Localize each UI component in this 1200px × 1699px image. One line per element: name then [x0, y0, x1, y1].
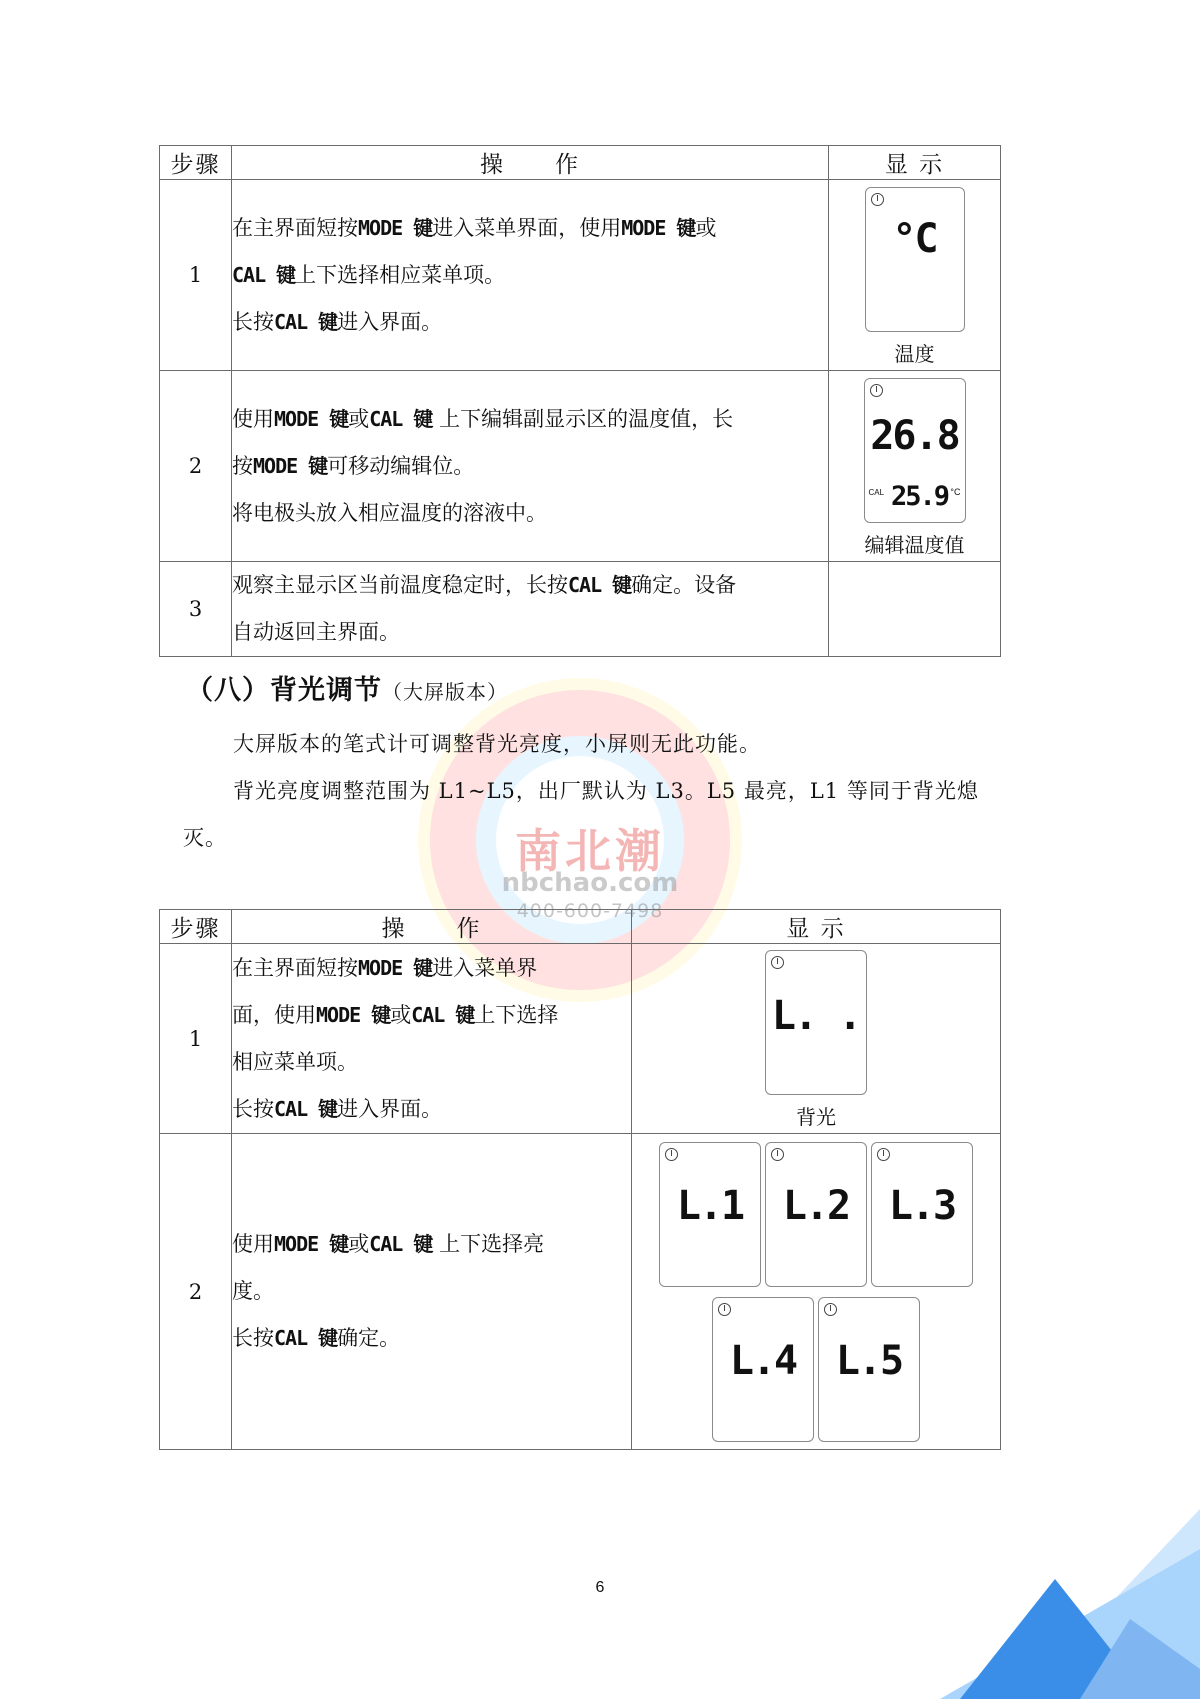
- operation-line: 使用MODE 键或CAL 键 上下编辑副显示区的温度值，长: [232, 406, 734, 431]
- watermark-brand: 南北潮: [515, 824, 665, 878]
- lcd-screen: [865, 187, 965, 332]
- lcd-sub-reading: 25.9: [890, 481, 949, 512]
- backlight-table: [159, 909, 1001, 1450]
- table-header-row: [160, 910, 1001, 944]
- step-operation: [232, 180, 829, 371]
- watermark-phone: 400-600-7498: [516, 900, 664, 922]
- operation-line: 将电极头放入相应温度的溶液中。: [232, 500, 547, 525]
- operation-line: 在主界面短按MODE 键进入菜单界面，使用MODE 键或: [232, 215, 717, 240]
- display-caption: 背光: [796, 1104, 836, 1129]
- operation-line: 相应菜单项。: [232, 1049, 358, 1074]
- operation-line: 使用MODE 键或CAL 键 上下选择亮: [232, 1232, 545, 1256]
- operation-line: 度。: [232, 1279, 274, 1303]
- power-icon: [718, 1303, 731, 1316]
- step-operation: [232, 371, 829, 562]
- step-display: [632, 944, 1001, 1134]
- header-display: 显 示: [632, 910, 1001, 944]
- operation-line: 长按CAL 键进入界面。: [232, 1096, 443, 1121]
- lcd-screen: [864, 378, 966, 523]
- operation-line: 观察主显示区当前温度稳定时，长按CAL 键确定。设备: [232, 573, 737, 597]
- table-row: [160, 180, 1001, 371]
- lcd-screen: [659, 1142, 761, 1287]
- lcd-screen: [765, 950, 867, 1095]
- table-row: [160, 562, 1001, 657]
- step-display: [829, 371, 1001, 562]
- step-number: 3: [160, 562, 232, 657]
- step-number: 1: [160, 180, 232, 371]
- header-operation: 操 作: [232, 146, 829, 180]
- lcd-screen: [712, 1297, 814, 1442]
- header-step: 步骤: [160, 146, 232, 180]
- lcd-level-reading: L.5: [835, 1337, 903, 1384]
- section-subtitle: （大屏版本）: [382, 680, 508, 704]
- paragraph: 背光亮度调整范围为 L1~L5，出厂默认为 L3。L5 最亮，L1 等同于背光熄灭。: [183, 779, 979, 850]
- section-title: （八）背光调节（大屏版本）: [186, 675, 508, 706]
- power-icon: [877, 1148, 890, 1161]
- lcd-cal-label: CAL: [868, 488, 885, 497]
- watermark-url: nbchao.com: [501, 868, 679, 898]
- lcd-sub-unit: °C: [950, 487, 961, 497]
- step-display: [632, 1134, 1001, 1450]
- lcd-level-reading: L.3: [888, 1182, 956, 1229]
- lcd-main-reading: 26.8: [870, 413, 959, 459]
- lcd-screen: [765, 1142, 867, 1287]
- level-row-top: [632, 1142, 1000, 1287]
- step-number: 1: [160, 944, 232, 1134]
- power-icon: [665, 1148, 678, 1161]
- header-operation: 操 作: [232, 910, 632, 944]
- operation-line: 在主界面短按MODE 键进入菜单界: [232, 955, 538, 980]
- lcd-main-reading: L. .: [771, 992, 861, 1039]
- lcd-main-reading: °C: [892, 216, 937, 262]
- operation-line: 自动返回主界面。: [232, 620, 400, 644]
- lcd-level-reading: L.4: [729, 1337, 797, 1384]
- power-icon: [824, 1303, 837, 1316]
- operation-line: 面，使用MODE 键或CAL 键上下选择: [232, 1002, 559, 1027]
- step-number: 2: [160, 371, 232, 562]
- table-header-row: [160, 146, 1001, 180]
- lcd-screen: [871, 1142, 973, 1287]
- operation-line: 按MODE 键可移动编辑位。: [232, 453, 475, 478]
- operation-line: 长按CAL 键进入界面。: [232, 309, 443, 334]
- paragraph: 大屏版本的笔式计可调整背光亮度，小屏则无此功能。: [233, 732, 761, 756]
- corner-decoration: [880, 1509, 1200, 1699]
- step-number: 2: [160, 1134, 232, 1450]
- step-operation: [232, 562, 829, 657]
- level-row-bottom: [632, 1297, 1000, 1442]
- header-display: 显 示: [829, 146, 1001, 180]
- lcd-level-reading: L.1: [676, 1182, 744, 1229]
- display-caption: 温度: [894, 342, 935, 366]
- power-icon: [771, 1148, 784, 1161]
- step-operation: [232, 1134, 632, 1450]
- header-step: 步骤: [160, 910, 232, 944]
- table-row: [160, 371, 1001, 562]
- operation-line: 长按CAL 键确定。: [232, 1326, 401, 1350]
- power-icon: [771, 956, 784, 969]
- step-operation: [232, 944, 632, 1134]
- temperature-calibration-table: [159, 145, 1001, 657]
- lcd-screen: [818, 1297, 920, 1442]
- lcd-level-reading: L.2: [782, 1182, 850, 1229]
- table-row: [160, 944, 1001, 1134]
- page-number: 6: [595, 1579, 605, 1596]
- table-row: [160, 1134, 1001, 1450]
- step-display: [829, 180, 1001, 371]
- display-caption: 编辑温度值: [864, 533, 965, 557]
- power-icon: [870, 384, 883, 397]
- operation-line: CAL 键上下选择相应菜单项。: [232, 262, 506, 287]
- step-display: [829, 562, 1001, 657]
- power-icon: [871, 193, 884, 206]
